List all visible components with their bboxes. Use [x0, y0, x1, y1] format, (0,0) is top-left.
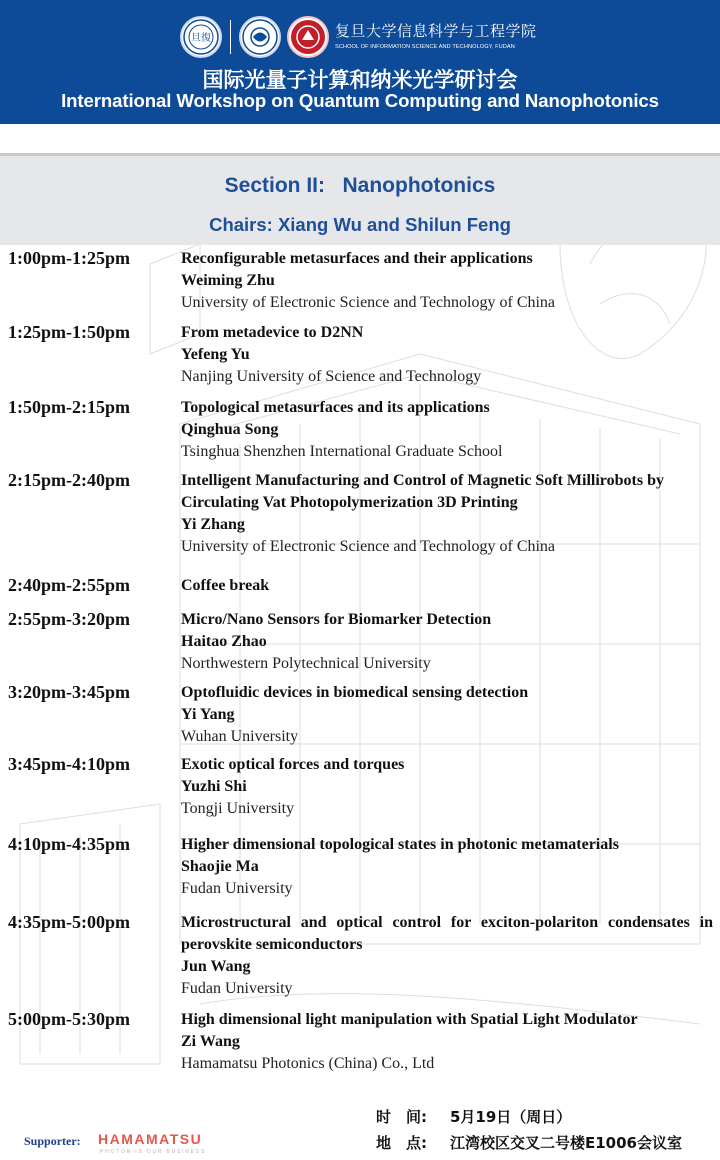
hamamatsu-logo: HAMAMATSU [98, 1131, 203, 1147]
talk-title: Reconfigurable metasurfaces and their applications [181, 250, 533, 267]
section-header [0, 153, 720, 245]
speaker-affiliation: Nanjing University of Science and Technology [181, 368, 482, 385]
event-place-label: 地 点: [376, 1134, 427, 1152]
event-time-label: 时 间: [376, 1108, 427, 1126]
event-time [376, 1106, 571, 1127]
speaker-affiliation: University of Electronic Science and Technology of China [181, 538, 556, 555]
talk-title: High dimensional light manipulation with Spatial Light Modulator [181, 1011, 638, 1028]
speaker-name: Qinghua Song [181, 421, 279, 438]
session-time: 2:55pm-3:20pm [8, 609, 130, 629]
speaker-name: Yi Yang [181, 706, 235, 723]
school-seal-logo [239, 16, 281, 58]
session-time: 4:10pm-4:35pm [8, 834, 130, 854]
speaker-affiliation: Tongji University [181, 800, 295, 817]
talk-title: From metadevice to D2NN [181, 324, 364, 341]
speaker-affiliation: Northwestern Polytechnical University [181, 655, 431, 672]
speaker-name: Haitao Zhao [181, 633, 267, 650]
speaker-name: Yuzhi Shi [181, 778, 247, 795]
event-place [376, 1132, 682, 1153]
event-place-value: 江湾校区交叉二号楼E1006会议室 [450, 1134, 682, 1152]
speaker-name: Shaojie Ma [181, 858, 259, 875]
talk-title: Micro/Nano Sensors for Biomarker Detection [181, 611, 492, 628]
talk-title: Exotic optical forces and torques [181, 756, 405, 773]
event-time-value: 5月19日（周日） [450, 1108, 572, 1126]
talk-title: Higher dimensional topological states in photonic metamaterials [181, 836, 619, 853]
header-banner [0, 0, 720, 124]
session-time: 2:15pm-2:40pm [8, 470, 130, 490]
speaker-affiliation: Tsinghua Shenzhen International Graduate School [181, 443, 503, 460]
supporter-label: Supporter: [24, 1134, 81, 1148]
session-time: 1:00pm-1:25pm [8, 248, 130, 268]
hamamatsu-tagline: PHOTON IS OUR BUSINESS [100, 1149, 207, 1155]
school-name-cn: 复旦大学信息科学与工程学院 [335, 22, 537, 40]
school-name-en: SCHOOL OF INFORMATION SCIENCE AND TECHNOLOGY, FUDAN [335, 44, 515, 50]
session-time: 3:45pm-4:10pm [8, 754, 130, 774]
talk-title: Intelligent Manufacturing and Control of Magnetic Soft Millirobots by Circulating Vat Photopolymerization 3D Printing [181, 472, 664, 511]
talk-title: Microstructural and optical control for exciton-polariton condensates in perovskite semiconductors [181, 914, 713, 953]
speaker-name: Yi Zhang [181, 516, 245, 533]
logo-group [180, 14, 329, 60]
speaker-name: Jun Wang [181, 958, 251, 975]
workshop-title-en: International Workshop on Quantum Computing and Nanophotonics [61, 90, 659, 111]
speaker-affiliation: University of Electronic Science and Technology of China [181, 294, 556, 311]
session-time: 5:00pm-5:30pm [8, 1009, 130, 1029]
speaker-affiliation: Wuhan University [181, 728, 299, 745]
institute-red-logo [287, 16, 329, 58]
speaker-affiliation: Fudan University [181, 980, 293, 997]
workshop-title-cn: 国际光量子计算和纳米光学研讨会 [202, 68, 518, 92]
coffee-break-label: Coffee break [181, 577, 270, 594]
session-time: 1:25pm-1:50pm [8, 322, 130, 342]
session-time: 4:35pm-5:00pm [8, 912, 130, 932]
session-time: 3:20pm-3:45pm [8, 682, 130, 702]
speaker-affiliation: Fudan University [181, 880, 293, 897]
speaker-name: Weiming Zhu [181, 272, 275, 289]
talk-title: Topological metasurfaces and its applications [181, 399, 490, 416]
speaker-name: Yefeng Yu [181, 346, 250, 363]
logo-divider [230, 20, 231, 54]
fudan-logo-lettering: 旦復 [191, 33, 211, 44]
session-time: 2:40pm-2:55pm [8, 575, 130, 595]
speaker-affiliation: Hamamatsu Photonics (China) Co., Ltd [181, 1055, 435, 1072]
speaker-name: Zi Wang [181, 1033, 240, 1050]
section-title: Section II: Nanophotonics [224, 174, 496, 197]
section-chairs: Chairs: Xiang Wu and Shilun Feng [209, 214, 511, 235]
session-time: 1:50pm-2:15pm [8, 397, 130, 417]
talk-title: Optofluidic devices in biomedical sensing detection [181, 684, 529, 701]
fudan-university-logo [180, 16, 222, 58]
